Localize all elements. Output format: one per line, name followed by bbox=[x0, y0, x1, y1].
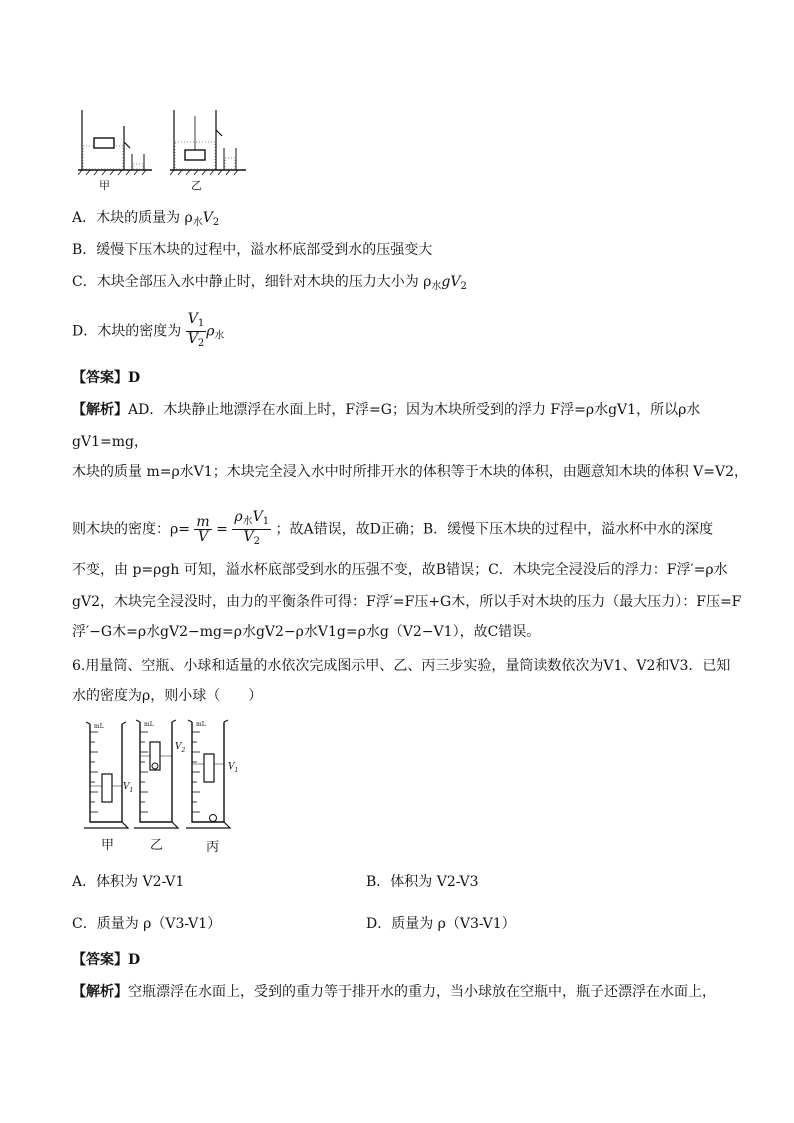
figure-label-yi-2: 乙 bbox=[150, 838, 164, 853]
q5-option-c: C．木块全部压入水中静止时，细针对木块的压力大小为 $\rho_水gV_2$ bbox=[72, 274, 467, 292]
fraction-rho-v1-v2: $\frac{\rho_水V_1}{V_2}$ bbox=[234, 509, 270, 547]
analysis-1-line-3: 木块的质量 m=ρ水V1；木块完全浸入水中时所排开水的体积等于木块的体积，由题意知木块的体积 V=V2， bbox=[72, 464, 749, 480]
answer-2: 【答案】D bbox=[72, 952, 141, 968]
q5-option-a: A．木块的质量为 $\rho_水V_2$ bbox=[72, 210, 220, 228]
cylinder-label-v2: $V_2$ bbox=[175, 742, 186, 754]
analysis-1-line-6: gV2，木块完全浸没时，由力的平衡条件可得：F浮′=F压+G木，所以手对木块的压力（最大压力）：F压=F bbox=[72, 594, 742, 610]
q6-option-c: C．质量为 ρ（V3-V1） bbox=[72, 916, 222, 932]
q6-stem-line-2: 水的密度为ρ，则小球（ ） bbox=[72, 688, 263, 704]
cylinder-label-v1-jia: $V_1$ bbox=[123, 782, 134, 794]
figure-label-jia: 甲 bbox=[99, 179, 110, 192]
figure-label-yi: 乙 bbox=[191, 179, 202, 192]
q5-option-d: D．木块的密度为 $\frac{V_1}{V_2}$ $\rho_水$ bbox=[72, 311, 225, 349]
analysis-1-line-7: 浮′−G木=ρ水gV2−mg=ρ水gV2−ρ水V1g=ρ水g（V2−V1），故C错误。 bbox=[72, 624, 541, 640]
cylinder-label-v1-bing: $V_1$ bbox=[228, 762, 239, 774]
fraction-v1-v2: $\frac{V_1}{V_2}$ bbox=[187, 311, 205, 349]
q5-option-b: B．缓慢下压木块的过程中，溢水杯底部受到水的压强变大 bbox=[72, 242, 433, 258]
answer-1: 【答案】D bbox=[72, 370, 141, 386]
q6-option-d: D．质量为 ρ（V3-V1） bbox=[366, 916, 516, 932]
analysis-1-line-5: 不变，由 p=ρgh 可知，溢水杯底部受到水的压强不变，故B错误；C．木块完全浸没后的浮力：F浮′=ρ水 bbox=[72, 562, 728, 578]
cylinder-unit-jia: mL bbox=[94, 723, 104, 730]
analysis-1-line-2: gV1=mg， bbox=[72, 434, 148, 450]
analysis-2-line-1: 【解析】空瓶漂浮在水面上，受到的重力等于排开水的重力，当小球放在空瓶中，瓶子还漂浮在水面上， bbox=[72, 984, 716, 1000]
q6-option-a: A．体积为 V2-V1 bbox=[72, 874, 185, 890]
figure-label-bing: 丙 bbox=[206, 840, 220, 855]
fraction-m-over-v: $\frac{m}{V}$ bbox=[196, 514, 210, 545]
figure-label-jia-2: 甲 bbox=[101, 838, 115, 853]
q6-stem-line-1: 6.用量筒、空瓶、小球和适量的水依次完成图示甲、乙、丙三步实验，量筒读数依次为V1、V2和V3．已知 bbox=[72, 658, 731, 674]
analysis-1-line-1: 【解析】AD．木块静止地漂浮在水面上时，F浮=G；因为木块所受到的浮力 F浮=ρ水gV1，所以ρ水 bbox=[72, 402, 701, 418]
figure-graduated-cylinders bbox=[84, 718, 244, 836]
cylinder-unit-bing: mL bbox=[196, 721, 206, 728]
q6-option-b: B．体积为 V2-V3 bbox=[366, 874, 479, 890]
cylinder-unit-yi: mL bbox=[144, 721, 154, 728]
analysis-1-line-4: 则木块的密度：ρ= $\frac{m}{V}$ = $\frac{\rho_水V_1}{V_2}$ ；故A错误，故D正确；B．缓慢下压木块的过程中，溢水杯中水的深度 bbox=[72, 509, 714, 547]
